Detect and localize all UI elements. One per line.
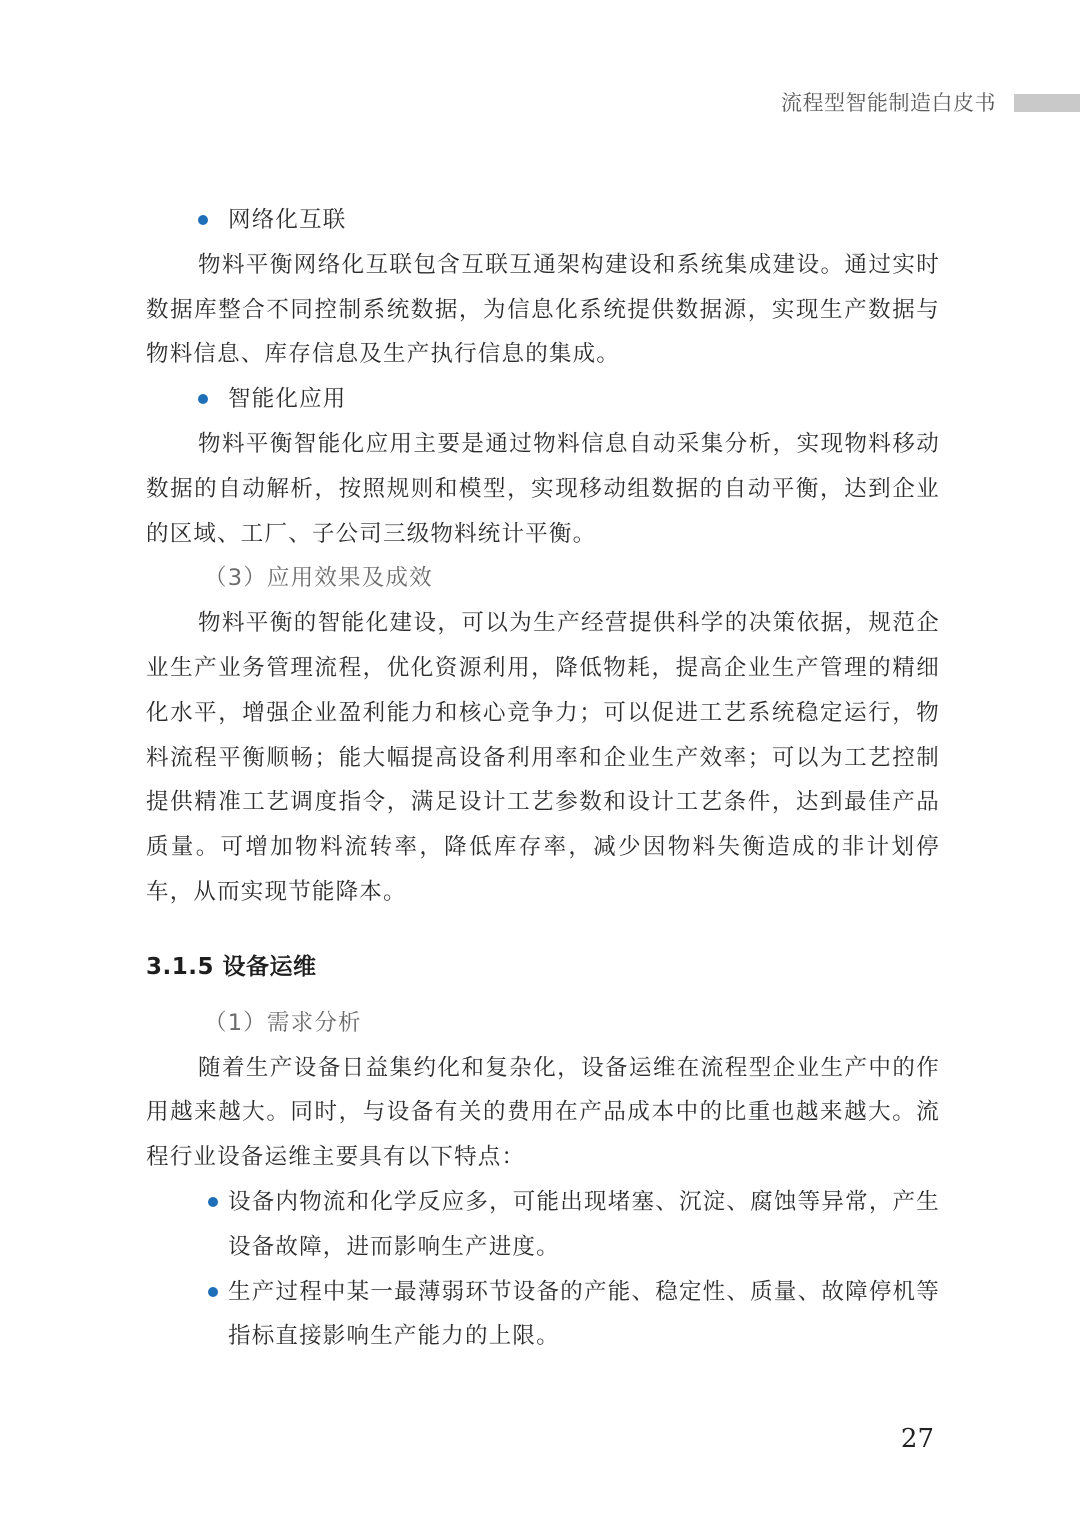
section-title: 3.1.5 设备运维	[146, 953, 317, 980]
bullet-heading-intelligent	[146, 377, 940, 422]
list-item	[146, 1180, 940, 1270]
bullet-heading-network	[146, 198, 940, 243]
bullet-icon	[198, 394, 208, 404]
list-item-text: 生产过程中某一最薄弱环节设备的产能、稳定性、质量、故障停机等指标直接影响生产能力的上限。	[228, 1278, 940, 1350]
running-header	[0, 88, 1080, 122]
bullet-heading-label: 网络化互联	[228, 207, 347, 233]
paragraph-demand: 随着生产设备日益集约化和复杂化，设备运维在流程型企业生产中的作用越来越大。同时，与设备有关的费用在产品成本中的比重也越来越大。流程行业设备运维主要具有以下特点：	[146, 1054, 940, 1171]
bullet-icon	[208, 1287, 218, 1297]
list-item	[146, 1270, 940, 1360]
bullet-icon	[208, 1197, 218, 1207]
paragraph-network: 物料平衡网络化互联包含互联互通架构建设和系统集成建设。通过实时数据库整合不同控制系统数据，为信息化系统提供数据源，实现生产数据与物料信息、库存信息及生产执行信息的集成。	[146, 251, 940, 368]
header-bar	[1014, 94, 1080, 112]
page-number: 27	[900, 1424, 934, 1454]
header-title: 流程型智能制造白皮书	[781, 91, 996, 115]
subheading-results: （3）应用效果及成效	[204, 565, 433, 592]
subheading-demand: （1）需求分析	[204, 1009, 362, 1036]
bullet-heading-label: 智能化应用	[228, 386, 347, 413]
list-item-text: 设备内物流和化学反应多，可能出现堵塞、沉淀、腐蚀等异常，产生设备故障，进而影响生产进度。	[228, 1188, 940, 1260]
paragraph-results: 物料平衡的智能化建设，可以为生产经营提供科学的决策依据，规范企业生产业务管理流程，优化资源利用，降低物耗，提高企业生产管理的精细化水平，增强企业盈利能力和核心竞争力；可以促进工艺系统稳定运行，物料流程平衡顺畅；能大幅提高设备利用率和企业生产效率；可以为工艺控制提供精准工艺调度指令，满足设计工艺参数和设计工艺条件，达到最佳产品质量。可增加物料流转率，降低库存率，减少因物料失衡造成的非计划停车，从而实现节能降本。	[146, 610, 940, 905]
page-content	[146, 198, 940, 1359]
paragraph-intelligent: 物料平衡智能化应用主要是通过物料信息自动采集分析，实现物料移动数据的自动解析，按照规则和模型，实现移动组数据的自动平衡，达到企业的区域、工厂、子公司三级物料统计平衡。	[146, 430, 940, 547]
bullet-icon	[198, 215, 208, 225]
